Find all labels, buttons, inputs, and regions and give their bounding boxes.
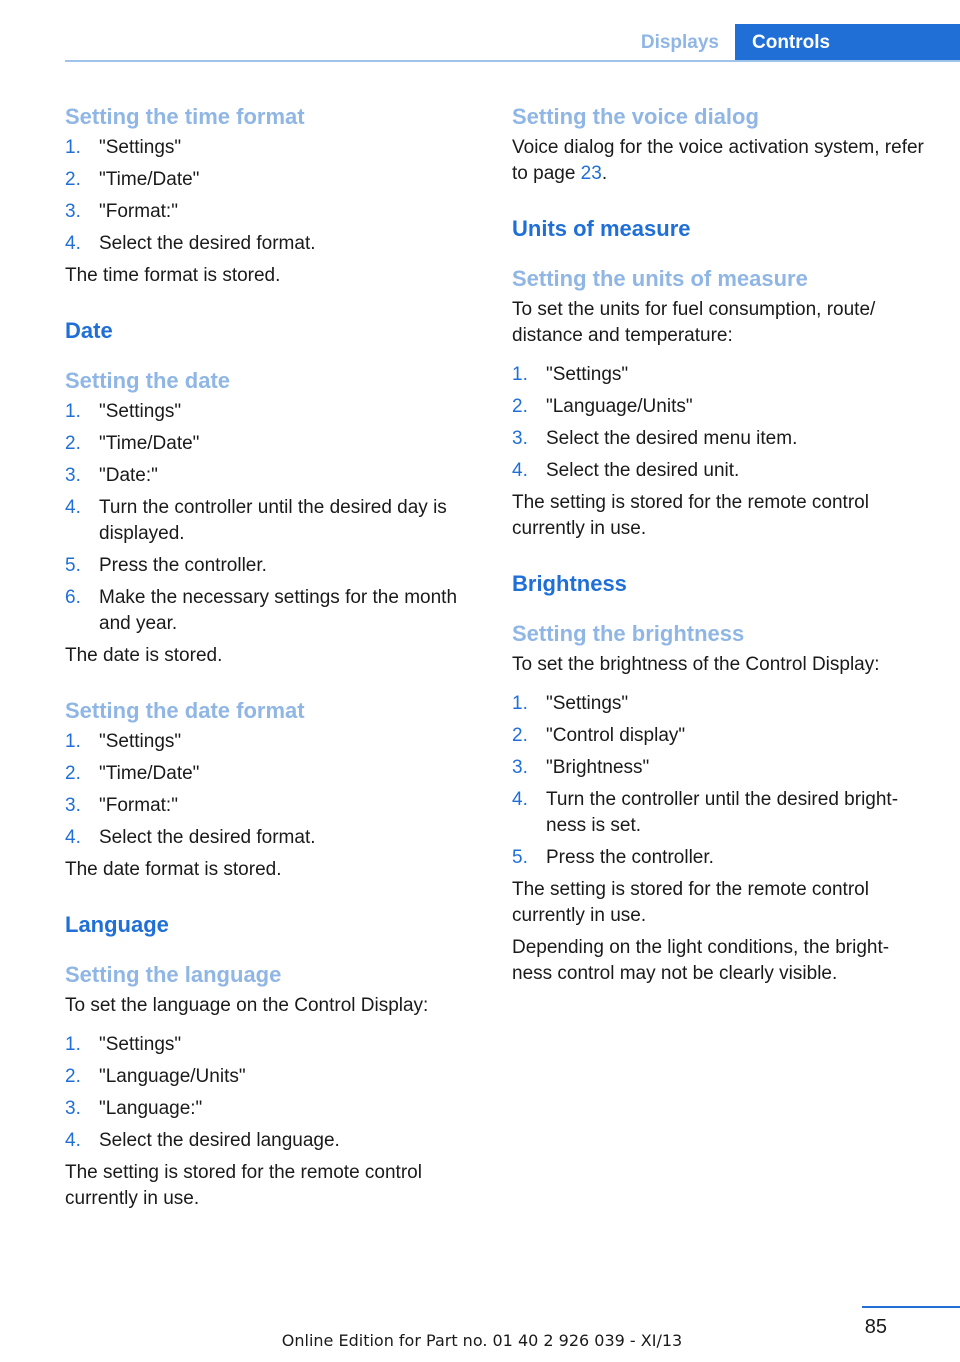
heading-setting-units: Setting the units of measure <box>512 266 808 291</box>
list-item: 5. Press the controller. <box>512 847 714 868</box>
heading-setting-time-format: Setting the time format <box>65 104 305 129</box>
voice-dialog-text: Voice dialog for the voice activation system, refer to page 23. <box>512 137 924 184</box>
heading-units-of-measure: Units of measure <box>512 216 691 241</box>
right-column <box>512 103 932 993</box>
page-header <box>0 24 960 62</box>
date-format-result: The date format is stored. <box>65 859 282 880</box>
list-item: 6. Make the necessary settings for the month and year. <box>65 587 458 634</box>
brightness-intro: To set the brightness of the Control Display: <box>512 654 880 675</box>
list-item: 4. Select the desired format. <box>65 233 316 254</box>
list-item: 4. Select the desired language. <box>65 1130 340 1151</box>
list-item: 3. "Format:" <box>65 795 178 816</box>
header-rule <box>65 60 960 62</box>
left-column <box>65 103 485 1218</box>
list-item: 1. "Settings" <box>65 137 182 158</box>
language-steps <box>65 1032 485 1154</box>
list-item: 4. Select the desired format. <box>65 827 316 848</box>
heading-setting-brightness: Setting the brightness <box>512 621 745 646</box>
list-item: 1. "Settings" <box>65 1034 182 1055</box>
units-result: The setting is stored for the remote control currently in use. <box>512 492 869 539</box>
time-format-steps <box>65 135 485 257</box>
list-item: 1. "Settings" <box>65 731 182 752</box>
date-result: The date is stored. <box>65 645 223 666</box>
brightness-result: The setting is stored for the remote control currently in use. <box>512 879 869 926</box>
list-item: 4. Turn the controller until the desired day is displayed. <box>65 497 447 544</box>
date-steps <box>65 399 485 637</box>
heading-language: Language <box>65 912 169 937</box>
language-result: The setting is stored for the remote control currently in use. <box>65 1162 422 1209</box>
brightness-steps <box>512 691 932 871</box>
units-steps <box>512 362 932 484</box>
time-format-result: The time format is stored. <box>65 265 281 286</box>
heading-setting-date-format: Setting the date format <box>65 698 305 723</box>
heading-setting-language: Setting the language <box>65 962 282 987</box>
edition-line: Online Edition for Part no. 01 40 2 926 039 - XI/13 <box>281 1331 683 1350</box>
list-item: 2. "Language/Units" <box>512 396 693 417</box>
list-item: 3. "Date:" <box>65 465 158 486</box>
list-item: 1. "Settings" <box>65 401 182 422</box>
chapter-tab-controls[interactable]: Controls <box>735 24 960 62</box>
page-reference-link[interactable]: 23 <box>580 163 602 184</box>
date-format-steps <box>65 729 485 851</box>
page-number: 85 <box>864 1316 887 1338</box>
list-item: 1. "Settings" <box>512 364 629 385</box>
list-item: 2. "Time/Date" <box>65 763 200 784</box>
language-intro: To set the language on the Control Display: <box>65 995 429 1016</box>
list-item: 2. "Time/Date" <box>65 433 200 454</box>
list-item: 2. "Control display" <box>512 725 686 746</box>
heading-brightness: Brightness <box>512 571 627 596</box>
list-item: 1. "Settings" <box>512 693 629 714</box>
brightness-note: Depending on the light conditions, the bright‐ ness control may not be clearly visible. <box>512 937 890 984</box>
heading-date: Date <box>65 318 113 343</box>
list-item: 3. Select the desired menu item. <box>512 428 798 449</box>
list-item: 4. Select the desired unit. <box>512 460 740 481</box>
list-item: 2. "Time/Date" <box>65 169 200 190</box>
list-item: 3. "Language:" <box>65 1098 203 1119</box>
units-intro: To set the units for fuel consumption, route/ distance and temperature: <box>512 299 876 346</box>
list-item: 3. "Brightness" <box>512 757 650 778</box>
list-item: 3. "Format:" <box>65 201 178 222</box>
section-tab-displays[interactable]: Displays <box>640 32 719 53</box>
heading-setting-voice-dialog: Setting the voice dialog <box>512 104 759 129</box>
list-item: 4. Turn the controller until the desired bright‐ ness is set. <box>512 789 899 836</box>
list-item: 5. Press the controller. <box>65 555 267 576</box>
list-item: 2. "Language/Units" <box>65 1066 246 1087</box>
footer-rule <box>862 1306 960 1308</box>
heading-setting-date: Setting the date <box>65 368 231 393</box>
